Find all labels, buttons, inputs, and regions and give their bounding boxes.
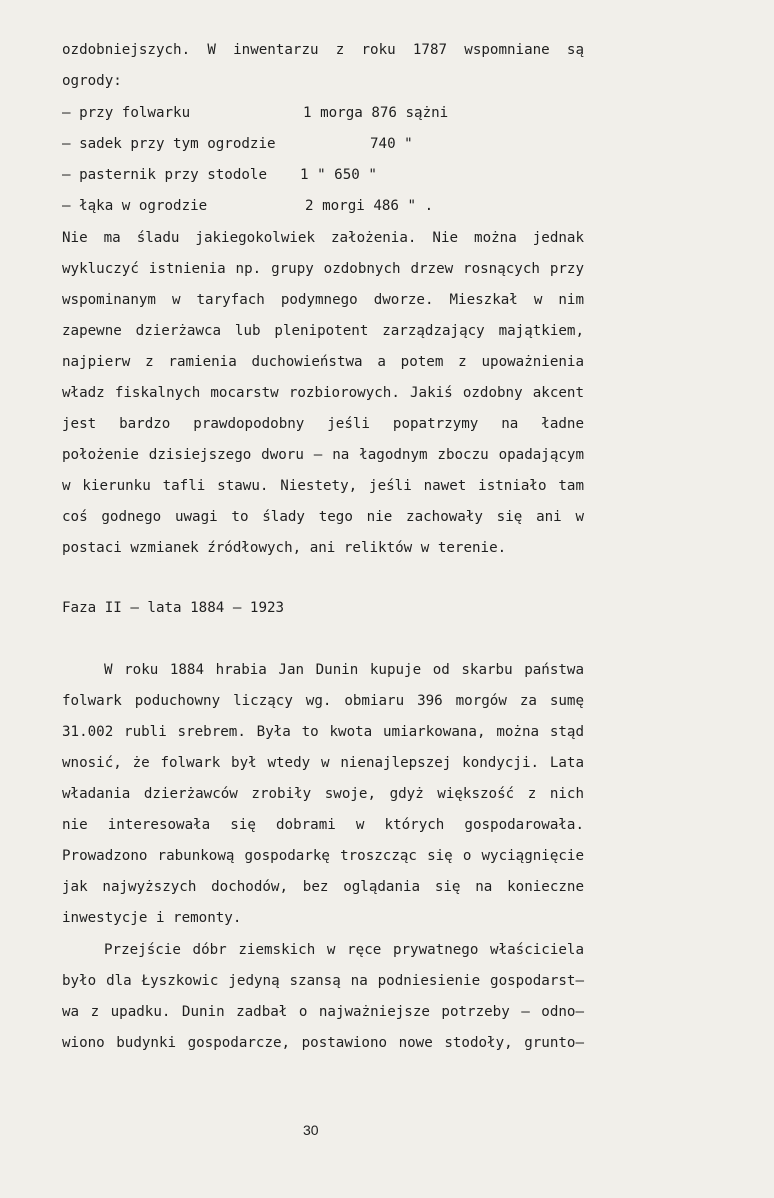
text-line: coś godnego uwagi to ślady tego nie zachowały się ani w [62, 509, 584, 525]
text-line: położenie dzisiejszego dworu – na łagodnym zboczu opadającym [62, 447, 584, 463]
text-line: wspominanym w taryfach podymnego dworze. Mieszkał w nim [62, 292, 584, 308]
text-line: folwark poduchowny liczący wg. obmiaru 396 morgów za sumę [62, 693, 584, 709]
text-line: władz fiskalnych mocarstw rozbiorowych. Jakiś ozdobny akcent [62, 385, 584, 401]
text-line: Prowadzono rabunkową gospodarkę troszcząc się o wyciągnięcie [62, 848, 584, 864]
text-line: było dla Łyszkowic jedyną szansą na podniesienie gospodarst– [62, 973, 584, 989]
page-number: 30 [303, 1122, 319, 1138]
text-line: wykluczyć istnienia np. grupy ozdobnych drzew rosnących przy [62, 261, 584, 277]
text-line: jest bardzo prawdopodobny jeśli popatrzymy na ładne [62, 416, 584, 432]
inventory-area: 2 morgi 486 " . [305, 198, 434, 214]
text-line: jak najwyższych dochodów, bez oglądania się na konieczne [62, 879, 584, 895]
section-heading: Faza II – lata 1884 – 1923 [62, 600, 285, 616]
text-line: postaci wzmianek źródłowych, ani reliktów w terenie. [62, 540, 507, 556]
inventory-label: – sadek przy tym ogrodzie [62, 136, 276, 152]
text-line: zapewne dzierżawca lub plenipotent zarządzający majątkiem, [62, 323, 584, 339]
inventory-label: – przy folwarku [62, 105, 191, 121]
inventory-area: 1 " 650 " [300, 167, 377, 183]
inventory-area: 740 " [370, 136, 413, 152]
text-line: wiono budynki gospodarcze, postawiono nowe stodoły, grunto– [62, 1035, 584, 1051]
text-line: ozdobniejszych. W inwentarzu z roku 1787 wspomniane są [62, 42, 584, 58]
text-line: 31.002 rubli srebrem. Była to kwota umiarkowana, można stąd [62, 724, 584, 740]
text-line: najpierw z ramienia duchowieństwa a potem z upoważnienia [62, 354, 584, 370]
text-line: Przejście dóbr ziemskich w ręce prywatnego właściciela [104, 942, 584, 958]
text-line: Nie ma śladu jakiegokolwiek założenia. Nie można jednak [62, 230, 584, 246]
text-line: ogrody: [62, 73, 122, 89]
text-line: nie interesowała się dobrami w których gospodarowała. [62, 817, 584, 833]
text-line: wnosić, że folwark był wtedy w nienajlepszej kondycji. Lata [62, 755, 584, 771]
text-line: wa z upadku. Dunin zadbał o najważniejsze potrzeby – odno– [62, 1004, 584, 1020]
text-line: W roku 1884 hrabia Jan Dunin kupuje od skarbu państwa [104, 662, 584, 678]
inventory-area: 1 morga 876 sążni [303, 105, 449, 121]
text-line: w kierunku tafli stawu. Niestety, jeśli nawet istniało tam [62, 478, 584, 494]
inventory-label: – łąka w ogrodzie [62, 198, 208, 214]
text-line: władania dzierżawców zrobiły swoje, gdyż większość z nich [62, 786, 584, 802]
text-line: inwestycje i remonty. [62, 910, 242, 926]
inventory-label: – pasternik przy stodole [62, 167, 267, 183]
